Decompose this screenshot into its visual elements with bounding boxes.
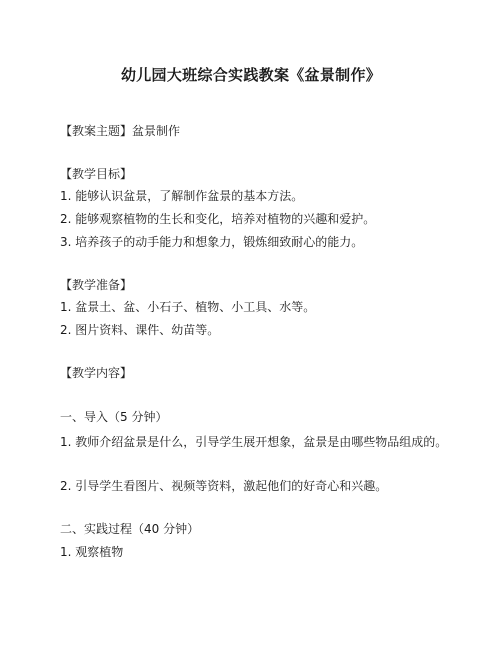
preparation-heading: 【教学准备】 <box>60 278 133 292</box>
practice-item-1: 1. 观察植物 <box>60 545 124 559</box>
goal-item-1: 1. 能够认识盆景，了解制作盆景的基本方法。 <box>60 189 304 203</box>
preparation-item-1: 1. 盆景土、盆、小石子、植物、小工具、水等。 <box>60 300 316 314</box>
goals-heading: 【教学目标】 <box>60 167 133 181</box>
intro-item-1: 1. 教师介绍盆景是什么，引导学生展开想象，盆景是由哪些物品组成的。 <box>60 435 448 449</box>
document-title: 幼儿园大班综合实践教案《盆景制作》 <box>120 66 382 84</box>
preparation-item-2: 2. 图片资料、课件、幼苗等。 <box>60 323 220 337</box>
goal-item-2: 2. 能够观察植物的生长和变化，培养对植物的兴趣和爱护。 <box>60 212 376 226</box>
intro-heading: 一、导入（5 分钟） <box>60 410 168 424</box>
intro-item-2: 2. 引导学生看图片、视频等资料，激起他们的好奇心和兴趣。 <box>60 479 388 493</box>
practice-heading: 二、实践过程（40 分钟） <box>60 522 200 536</box>
goal-item-3: 3. 培养孩子的动手能力和想象力，锻炼细致耐心的能力。 <box>60 235 364 249</box>
theme-line: 【教案主题】盆景制作 <box>60 124 181 138</box>
content-heading: 【教学内容】 <box>60 366 133 380</box>
